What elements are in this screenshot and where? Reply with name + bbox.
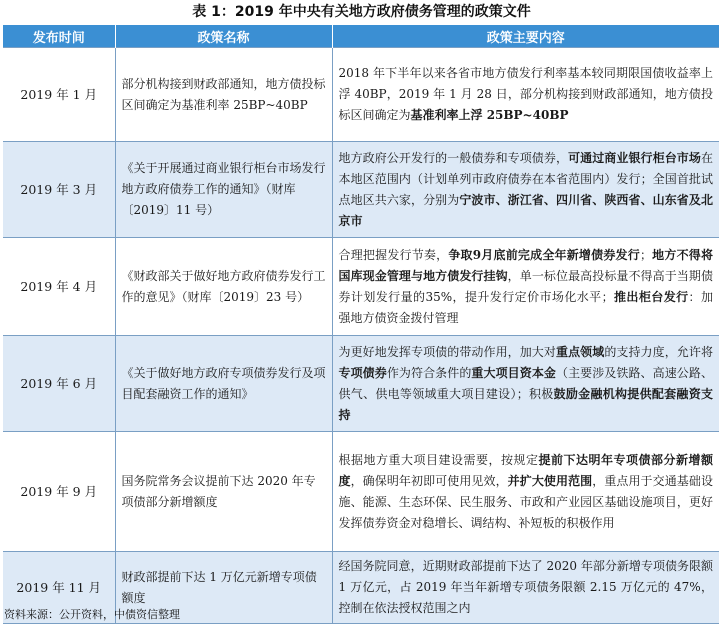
cell-content: [332, 336, 719, 432]
cell-time: 2019 年 4 月: [3, 238, 115, 336]
content-text: 在本地区范围内（计划单列市政府债券在本省范围内）发行；全国首批试点地区共六家，分别为: [338, 150, 713, 207]
header-time: 发布时间: [3, 25, 115, 48]
content-text: ：加强地方债资金拨付管理: [338, 289, 713, 325]
cell-name: 《关于做好地方政府专项债券发行及项目配套融资工作的通知》: [115, 336, 332, 432]
content-bold-text: 争取9月底前完成全年新增债券发行: [448, 247, 640, 262]
cell-time: 2019 年 3 月: [3, 142, 115, 238]
content-text: ；: [639, 247, 652, 262]
content-text: 为更好地发挥专项债的带动作用，加大对: [338, 344, 556, 359]
cell-content: [332, 552, 719, 624]
cell-name: 国务院常务会议提前下达 2020 年专项债部分新增额度: [115, 432, 332, 552]
table-row: [3, 238, 719, 336]
content-text: 2018 年下半年以来各省市地方债发行利率基本较同期限国债收益率上浮 40BP，2019 年 1 月 28 日，部分机构接到财政部通知，地方债投标区间确定为: [338, 66, 713, 122]
content-bold-text: 提前下达明年专项债部分新增额度: [338, 452, 713, 488]
content-text: 作为符合条件的: [386, 365, 472, 380]
cell-content: [332, 432, 719, 552]
cell-time: 2019 年 11 月: [3, 552, 115, 624]
content-bold-text: 鼓励金融机构提供配套融资支持: [338, 386, 713, 422]
content-bold-text: 宁波市、浙江省、四川省、陕西省、山东省及北京市: [338, 192, 713, 228]
cell-content: [332, 48, 719, 142]
content-bold-text: 推出柜台发行: [613, 289, 689, 304]
cell-name: 财政部提前下达 1 万亿元新增专项债额度: [115, 552, 332, 624]
content-bold-text: 基准利率上浮 25BP~40BP: [410, 108, 569, 122]
table-row: [3, 48, 719, 142]
table-header-row: [3, 25, 719, 48]
content-text: 经国务院同意，近期财政部提前下达了 2020 年部分新增专项债务限额 1 万亿元，占 2019 年当年新增专项债务限额 2.15 万亿元的 47%，控制在依法授权范围之内: [338, 559, 713, 615]
content-text: 合理把握发行节奏，: [338, 247, 449, 262]
cell-content: [332, 142, 719, 238]
cell-time: 2019 年 1 月: [3, 48, 115, 142]
content-bold-text: 重大项目资本金: [471, 365, 556, 380]
policy-table: [3, 25, 719, 624]
content-text: ，重点用于交通基础设施、能源、生态环保、民生服务、市政和产业园区基础设施项目，更好发挥债券资金对稳增长、调结构、补短板的积极作用: [338, 473, 713, 530]
content-bold-text: 重点领域: [555, 344, 605, 359]
table-row: [3, 432, 719, 552]
header-name: 政策名称: [115, 25, 332, 48]
content-bold-text: 地方不得将国库现金管理与地方债发行挂钩: [338, 247, 713, 283]
cell-name: 《财政部关于做好地方政府债券发行工作的意见》（财库〔2019〕23 号）: [115, 238, 332, 336]
header-content: 政策主要内容: [332, 25, 719, 48]
content-text: ，单一标位最高投标量不得高于当期债券计划发行量的35%，提升发行定价市场化水平；: [338, 268, 713, 304]
source-note: 资料来源：公开资料，中债资信整理: [4, 608, 180, 621]
content-text: 根据地方重大项目建设需要，按规定: [338, 452, 539, 467]
cell-time: 2019 年 9 月: [3, 432, 115, 552]
cell-name: 《关于开展通过商业银行柜台市场发行地方政府债券工作的通知》（财库〔2019〕11 号）: [115, 142, 332, 238]
content-bold-text: 并扩大使用范围: [507, 473, 593, 488]
content-bold-text: 专项债券: [338, 365, 387, 380]
cell-name: 部分机构接到财政部通知，地方债投标区间确定为基准利率 25BP~40BP: [115, 48, 332, 142]
cell-content: [332, 238, 719, 336]
content-text: 地方政府公开发行的一般债券和专项债券，: [338, 150, 569, 165]
content-text: 的支持力度，允许将: [604, 344, 713, 359]
table-row: [3, 336, 719, 432]
table-row: [3, 142, 719, 238]
cell-time: 2019 年 6 月: [3, 336, 115, 432]
content-text: ，确保明年初即可使用见效，: [350, 473, 508, 488]
content-bold-text: 可通过商业银行柜台市场: [568, 150, 701, 165]
table-title: 表 1：2019 年中央有关地方政府债务管理的政策文件: [192, 4, 531, 20]
content-text: （主要涉及铁路、高速公路、供气、供电等领域重大项目建设）；积极: [338, 365, 713, 401]
